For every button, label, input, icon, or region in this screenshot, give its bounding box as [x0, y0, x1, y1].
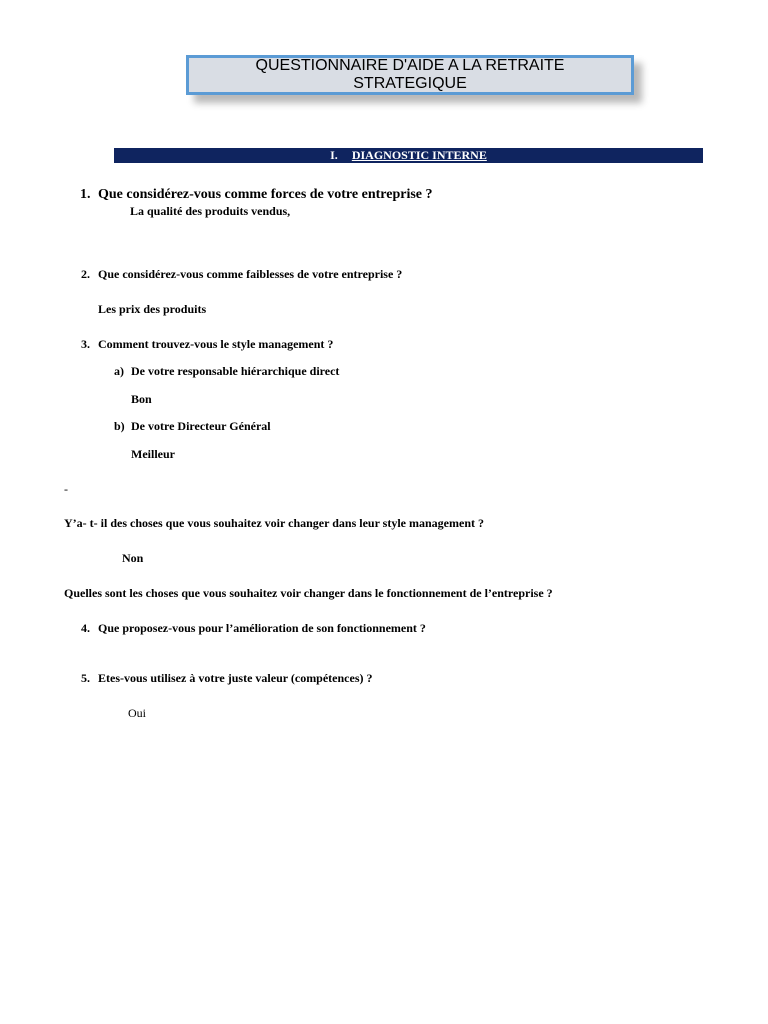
section-number: I. [330, 148, 338, 162]
section-title: DIAGNOSTIC INTERNE [351, 148, 487, 162]
question-4-text: Que proposez-vous pour l’amélioration de son fonctionnement ? [98, 621, 426, 635]
question-1-text: Que considérez-vous comme forces de votre entreprise ? [98, 187, 433, 202]
question-3-number: 3. [81, 337, 90, 351]
document-title-box [186, 55, 634, 95]
question-2-number: 2. [81, 267, 90, 281]
question-2-text: Que considérez-vous comme faiblesses de votre entreprise ? [98, 267, 403, 281]
question-3a-answer: Bon [131, 392, 152, 406]
question-1-answer: La qualité des produits vendus, [130, 204, 291, 218]
question-5-number: 5. [81, 671, 90, 685]
question-3b-letter: b) [114, 419, 125, 433]
dash-marker: - [64, 482, 68, 496]
document-title-line-1: QUESTIONNAIRE D'AIDE A LA RETRAITE [255, 57, 565, 74]
question-3b-text: De votre Directeur Général [131, 419, 271, 433]
question-3b-answer: Meilleur [131, 447, 175, 461]
document-title-line-2: STRATEGIQUE [353, 75, 467, 92]
question-3-text: Comment trouvez-vous le style management ? [98, 337, 334, 351]
question-4-number: 4. [81, 621, 90, 635]
section-header-bar [114, 148, 703, 163]
change-style-question: Y’a- t- il des choses que vous souhaitez voir changer dans leur style management ? [64, 516, 484, 530]
change-functioning-question: Quelles sont les choses que vous souhaitez voir changer dans le fonctionnement de l’entreprise ? [64, 586, 553, 600]
question-3a-letter: a) [114, 364, 124, 378]
change-style-answer: Non [122, 551, 144, 565]
question-3a-text: De votre responsable hiérarchique direct [131, 364, 340, 378]
question-1-number: 1. [80, 187, 91, 202]
question-5-text: Etes-vous utilisez à votre juste valeur (compétences) ? [98, 671, 373, 685]
question-5-answer: Oui [128, 706, 146, 720]
question-2-answer: Les prix des produits [98, 302, 207, 316]
